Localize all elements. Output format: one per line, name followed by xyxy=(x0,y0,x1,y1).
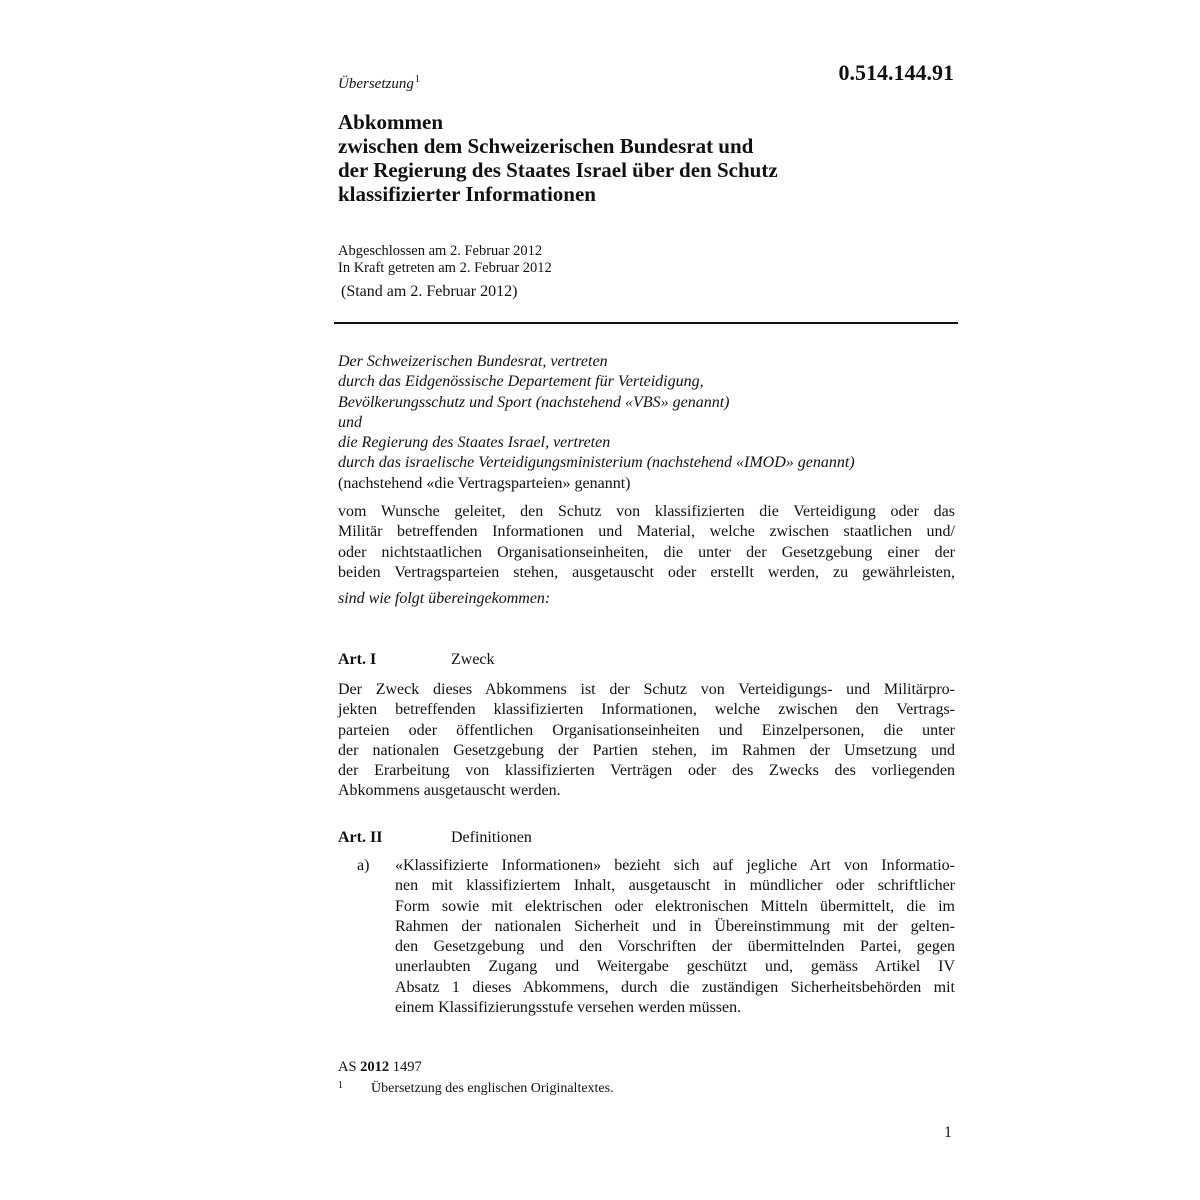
article-title: Definitionen xyxy=(451,829,532,846)
title-line: klassifizierter Informationen xyxy=(338,182,596,206)
preamble-line: durch das Eidgenössische Departement für Verteidigung, xyxy=(338,373,704,391)
article-line: der Erarbeitung von klassifizierten Verträgen oder des Zwecks des vorliegenden xyxy=(338,762,955,780)
article-line: Der Zweck dieses Abkommens ist der Schutz von Verteidigungs- und Militärpro- xyxy=(338,681,955,698)
item-line: einem Klassifizierungsstufe versehen werden müssen. xyxy=(395,999,742,1017)
preamble-parties xyxy=(338,352,955,494)
article-1-body xyxy=(338,680,955,802)
preamble-line: Bevölkerungsschutz und Sport (nachstehend «VBS» genannt) xyxy=(338,393,730,411)
title-line: zwischen dem Schweizerischen Bundesrat und xyxy=(338,134,754,158)
parties-note: (nachstehend «die Vertragsparteien» genannt) xyxy=(338,474,631,492)
footnote-reference[interactable]: 1 xyxy=(414,74,420,85)
as-year: 2012 xyxy=(360,1059,390,1075)
article-title: Zweck xyxy=(451,651,495,668)
article-number: Art. I xyxy=(338,651,377,668)
header-divider xyxy=(334,322,958,324)
article-line: der nationalen Gesetzgebung der Partien stehen, im Rahmen der Umsetzung und xyxy=(338,741,955,759)
article-line: jekten betreffenden klassifizierten Informationen, welche zwischen den Vertrags- xyxy=(338,701,955,719)
preamble-wish xyxy=(338,502,955,583)
preamble-line: durch das israelische Verteidigungsministerium (nachstehend «IMOD» genannt) xyxy=(338,454,855,472)
as-prefix: AS xyxy=(338,1059,357,1075)
article-line: parteien oder öffentlichen Organisationseinheiten und Einzelpersonen, die unter xyxy=(338,721,955,739)
wish-line: Militär betreffenden Informationen und Material, welche zwischen staatlichen und/ xyxy=(338,523,955,541)
wish-line: beiden Vertragsparteien stehen, ausgetauscht oder erstellt werden, zu gewährleisten, xyxy=(338,563,955,581)
footnote-number: 1 xyxy=(338,1080,343,1091)
item-line: unerlaubten Zugang und Weitergabe geschützt und, gemäss Artikel IV xyxy=(395,958,955,976)
sr-number: 0.514.144.91 xyxy=(838,60,954,85)
translation-label xyxy=(338,74,420,93)
translation-label-text: Übersetzung xyxy=(338,76,414,92)
as-reference xyxy=(338,1059,422,1076)
preamble-line: Der Schweizerischen Bundesrat, vertreten xyxy=(338,353,608,370)
dates-block xyxy=(338,243,552,277)
item-label: a) xyxy=(357,857,370,874)
in-force-date: In Kraft getreten am 2. Februar 2012 xyxy=(338,260,552,276)
as-page: 1497 xyxy=(392,1059,422,1075)
agreed-clause: sind wie folgt übereingekommen: xyxy=(338,590,551,607)
item-line: «Klassifizierte Informationen» bezieht sich auf jegliche Art von Informatio- xyxy=(395,857,955,874)
status-date: (Stand am 2. Februar 2012) xyxy=(341,283,518,300)
page-number: 1 xyxy=(944,1124,952,1141)
article-number: Art. II xyxy=(338,829,383,846)
wish-line: vom Wunsche geleitet, den Schutz von klassifizierten die Verteidigung oder das xyxy=(338,503,955,520)
article-1-heading xyxy=(338,651,495,669)
item-line: Rahmen der nationalen Sicherheit und in Übereinstimmung mit der gelten- xyxy=(395,917,955,935)
title-line: der Regierung des Staates Israel über den Schutz xyxy=(338,158,778,182)
item-line: den Gesetzgebung und den Vorschriften der übermittelnden Partei, gegen xyxy=(395,938,955,956)
wish-line: oder nichtstaatlichen Organisationseinheiten, die unter der Gesetzgebung einer der xyxy=(338,543,955,561)
concluded-date: Abgeschlossen am 2. Februar 2012 xyxy=(338,243,543,259)
footnote xyxy=(338,1080,614,1097)
item-line: Absatz 1 dieses Abkommens, durch die zuständigen Sicherheitsbehörden mit xyxy=(395,978,955,996)
preamble-line: und xyxy=(338,413,362,431)
item-body xyxy=(395,856,955,1018)
preamble-line: die Regierung des Staates Israel, vertreten xyxy=(338,434,611,452)
article-2-heading xyxy=(338,829,532,847)
document-title xyxy=(338,110,778,206)
article-line: Abkommens ausgetauscht werden. xyxy=(338,782,561,800)
item-line: nen mit klassifiziertem Inhalt, ausgetauscht in mündlicher oder schriftlicher xyxy=(395,877,955,895)
title-line: Abkommen xyxy=(338,110,444,134)
item-line: Form sowie mit elektrischen oder elektronischen Mitteln übermittelt, die im xyxy=(395,897,955,915)
footnote-text: Übersetzung des englischen Originaltextes. xyxy=(371,1081,614,1096)
